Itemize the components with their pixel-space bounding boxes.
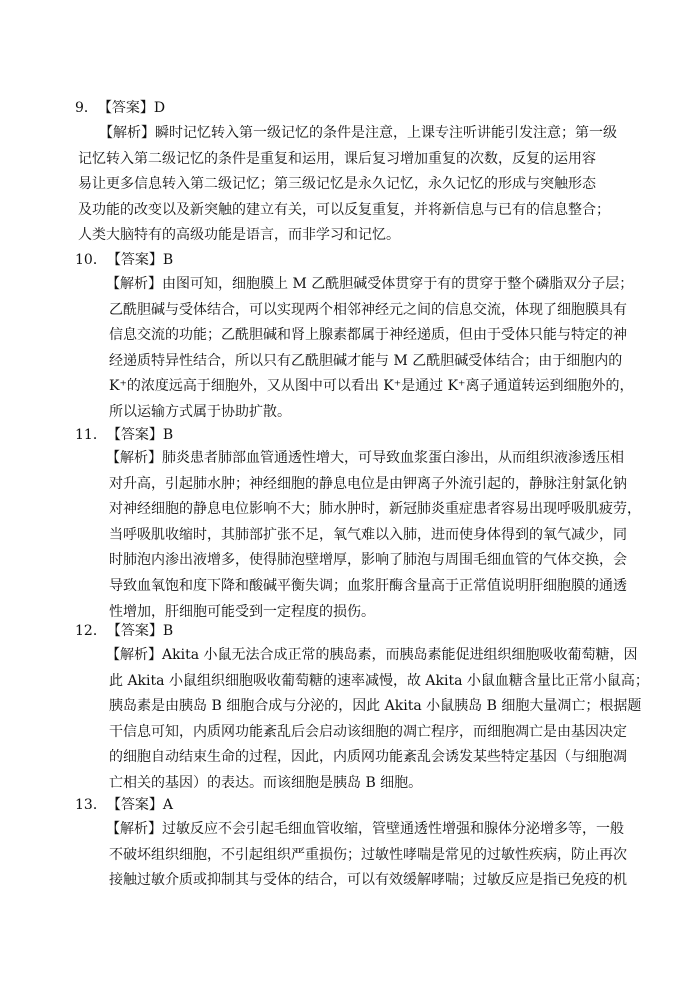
question-number: 11． xyxy=(75,427,107,443)
explanation-line: 对升高，引起肺水肿；神经细胞的静息电位是由钾离子外流引起的，静脉注射氯化钠 xyxy=(109,475,627,492)
explanation-line: 亡相关的基因）的表达。而该细胞是胰岛 B 细胞。 xyxy=(109,774,423,791)
question-number: 12． xyxy=(75,623,107,639)
explanation-line: K⁺的浓度远高于细胞外，又从图中可以看出 K⁺是通过 K⁺离子通道转运到细胞外的， xyxy=(109,378,634,395)
explanation-line: 【解析】由图可知，细胞膜上 M 乙酰胆碱受体贯穿于有的贯穿于整个磷脂双分子层； xyxy=(106,276,634,292)
explanation-13 xyxy=(106,817,634,894)
explanation-line: 导致血氧饱和度下降和酸碱平衡失调；血浆肝酶含量高于正常值说明肝细胞膜的通透 xyxy=(109,577,627,594)
answer-label: 【答案】D xyxy=(97,100,166,116)
explanation-line: 所以运输方式属于协助扩散。 xyxy=(109,403,291,420)
explanation-line: 接触过敏介质或抑制其与受体的结合，可以有效缓解哮喘；过敏反应是指已免疫的机 xyxy=(109,872,627,889)
explanation-line: 乙酰胆碱与受体结合，可以实现两个相邻神经元之间的信息交流，体现了细胞膜具有 xyxy=(109,301,627,318)
explanation-line: 【解析】过敏反应不会引起毛细血管收缩，管壁通透性增强和腺体分泌增多等，一般 xyxy=(106,821,624,837)
explanation-line: 时肺泡内渗出液增多，使得肺泡壁增厚，影响了肺泡与周围毛细血管的气体交换，会 xyxy=(109,552,627,569)
answer-label: 【答案】A xyxy=(106,797,173,813)
answer-label: 【答案】B xyxy=(106,427,174,443)
explanation-line: 【解析】瞬时记忆转入第一级记忆的条件是注意，上课专注听讲能引发注意；第一级 xyxy=(99,125,617,141)
explanation-line: 此 Akita 小鼠组织细胞吸收葡萄糖的速率减慢，故 Akita 小鼠血糖含量比正常小鼠高； xyxy=(109,672,649,689)
explanation-line: 易让更多信息转入第二级记忆；第三级记忆是永久记忆，永久记忆的形成与突触形态 xyxy=(78,176,596,193)
explanation-line: 经递质特异性结合，所以只有乙酰胆碱才能与 M 乙酰胆碱受体结合；由于细胞内的 xyxy=(109,352,623,369)
explanation-line: 干信息可知，内质网功能紊乱后会启动该细胞的凋亡程序，而细胞凋亡是由基因决定 xyxy=(109,723,627,740)
explanation-line: 人类大脑特有的高级功能是语言，而非学习和记忆。 xyxy=(78,227,400,244)
explanation-line: 信息交流的功能；乙酰胆碱和肾上腺素都属于神经递质，但由于受体只能与特定的神 xyxy=(109,327,627,344)
explanation-line: 当呼吸肌收缩时，其肺部扩张不足，氧气难以入肺，进而使身体得到的氧气减少，同 xyxy=(109,526,627,543)
question-number: 9． xyxy=(75,100,98,116)
explanation-10 xyxy=(106,272,634,426)
answer-line-12 xyxy=(75,621,173,641)
explanation-11 xyxy=(106,446,641,625)
explanation-12 xyxy=(106,643,649,797)
explanation-line: 性增加，肝细胞可能受到一定程度的损伤。 xyxy=(109,603,375,620)
answer-label: 【答案】B xyxy=(106,252,174,268)
explanation-line: 胰岛素是由胰岛 B 细胞合成与分泌的，因此 Akita 小鼠胰岛 B 细胞大量凋亡；根据题 xyxy=(109,698,642,715)
explanation-line: 【解析】肺炎患者肺部血管通透性增大，可导致血浆蛋白渗出，从而组织液渗透压相 xyxy=(106,450,624,466)
answer-line-13 xyxy=(75,795,173,815)
explanation-9 xyxy=(78,121,627,249)
explanation-line: 的细胞自动结束生命的过程，因此，内质网功能紊乱会诱发某些特定基因（与细胞凋 xyxy=(109,749,627,766)
explanation-line: 对神经细胞的静息电位影响不大；肺水肿时，新冠肺炎重症患者容易出现呼吸肌疲劳， xyxy=(109,501,641,518)
explanation-line: 【解析】Akita 小鼠无法合成正常的胰岛素，而胰岛素能促进组织细胞吸收葡萄糖，因 xyxy=(106,647,638,663)
question-number: 13． xyxy=(75,797,107,813)
answer-label: 【答案】B xyxy=(106,623,174,639)
explanation-line: 记忆转入第二级记忆的条件是重复和运用，课后复习增加重复的次数，反复的运用容 xyxy=(78,150,596,167)
answer-line-9 xyxy=(75,98,165,118)
explanation-line: 及功能的改变以及新突触的建立有关，可以反复重复，并将新信息与已有的信息整合； xyxy=(78,201,610,218)
answer-line-11 xyxy=(75,425,173,445)
explanation-line: 不破坏组织细胞，不引起组织严重损伤；过敏性哮喘是常见的过敏性疾病，防止再次 xyxy=(109,846,627,863)
question-number: 10． xyxy=(75,252,107,268)
answer-line-10 xyxy=(75,250,173,270)
